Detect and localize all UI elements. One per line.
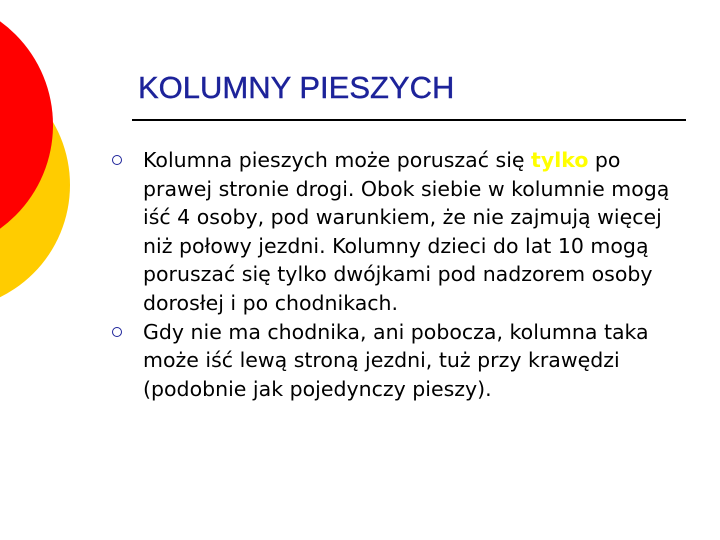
- hollow-circle-bullet-icon: [112, 155, 122, 165]
- slide-title: KOLUMNY PIESZYCH: [138, 70, 455, 105]
- bullet-text: Gdy nie ma chodnika, ani pobocza, kolumna taka może iść lewą stroną jezdni, tuż przy krawędzi (podobnie jak pojedynczy pieszy).: [143, 319, 649, 401]
- bullet-item: [112, 318, 692, 404]
- title-divider: [132, 119, 686, 121]
- bullet-item: [112, 146, 692, 318]
- hollow-circle-bullet-icon: [112, 327, 122, 337]
- highlighted-word: tylko: [531, 148, 589, 172]
- bullet-list: [112, 146, 692, 403]
- bullet-text: Kolumna pieszych może poruszać się tylko po prawej stronie drogi. Obok siebie w kolumnie mogą iść 4 osoby, pod warunkiem, że nie zajmują więcej niż połowy jezdni. Kolumny dzieci do lat 10 mogą poruszać się tylko dwójkami pod nadzorem osoby dorosłej i po chodnikach.: [143, 148, 670, 315]
